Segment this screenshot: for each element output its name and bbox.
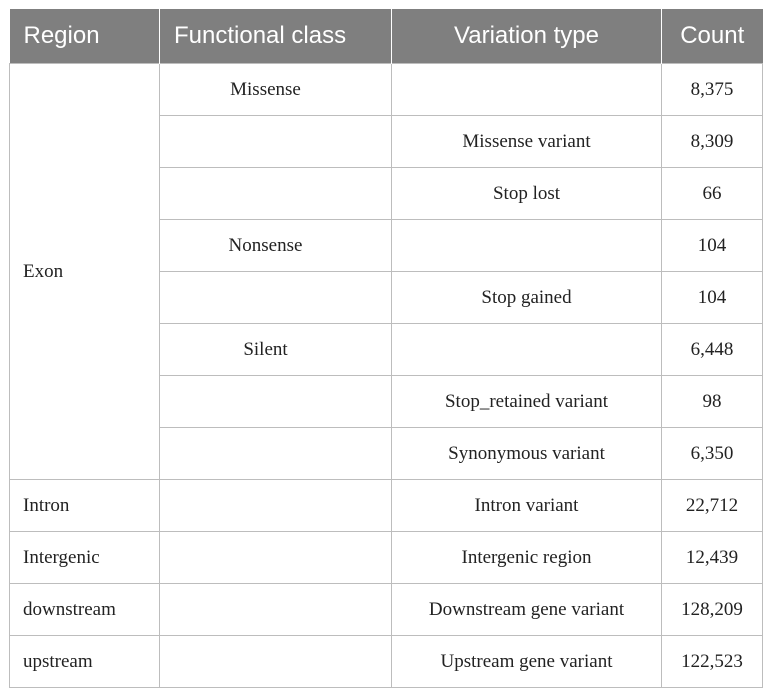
variation-type-cell: Downstream gene variant: [392, 584, 662, 636]
header-region: Region: [10, 9, 160, 64]
count-cell: 6,350: [662, 428, 763, 480]
functional-class-cell: [160, 584, 392, 636]
variation-type-cell: Upstream gene variant: [392, 636, 662, 688]
variation-type-cell: Intron variant: [392, 480, 662, 532]
variation-type-cell: [392, 220, 662, 272]
table-row: [10, 64, 763, 116]
functional-class-cell: [160, 636, 392, 688]
region-cell: Intron: [10, 480, 160, 532]
table-row: [10, 532, 763, 584]
functional-class-cell: Nonsense: [160, 220, 392, 272]
header-functional-class: Functional class: [160, 9, 392, 64]
variation-type-cell: Synonymous variant: [392, 428, 662, 480]
table-row: [10, 480, 763, 532]
table-row: [10, 584, 763, 636]
variation-type-cell: Stop_retained variant: [392, 376, 662, 428]
header-row: [10, 9, 763, 64]
count-cell: 6,448: [662, 324, 763, 376]
count-cell: 128,209: [662, 584, 763, 636]
count-cell: 8,375: [662, 64, 763, 116]
functional-class-cell: [160, 428, 392, 480]
functional-class-cell: [160, 272, 392, 324]
variation-type-cell: [392, 64, 662, 116]
functional-class-cell: [160, 480, 392, 532]
table-body: [10, 64, 763, 688]
variant-table: [9, 9, 763, 688]
functional-class-cell: [160, 168, 392, 220]
variation-type-cell: Stop gained: [392, 272, 662, 324]
count-cell: 104: [662, 272, 763, 324]
count-cell: 12,439: [662, 532, 763, 584]
functional-class-cell: [160, 376, 392, 428]
count-cell: 104: [662, 220, 763, 272]
count-cell: 98: [662, 376, 763, 428]
region-cell: Exon: [10, 64, 160, 480]
functional-class-cell: Missense: [160, 64, 392, 116]
count-cell: 8,309: [662, 116, 763, 168]
functional-class-cell: [160, 116, 392, 168]
variation-type-cell: Missense variant: [392, 116, 662, 168]
count-cell: 66: [662, 168, 763, 220]
functional-class-cell: [160, 532, 392, 584]
table-header: [10, 9, 763, 64]
count-cell: 122,523: [662, 636, 763, 688]
table-row: [10, 636, 763, 688]
variant-table-container: [9, 9, 762, 688]
variation-type-cell: [392, 324, 662, 376]
header-count: Count: [662, 9, 763, 64]
region-cell: downstream: [10, 584, 160, 636]
region-cell: Intergenic: [10, 532, 160, 584]
functional-class-cell: Silent: [160, 324, 392, 376]
header-variation-type: Variation type: [392, 9, 662, 64]
variation-type-cell: Stop lost: [392, 168, 662, 220]
variation-type-cell: Intergenic region: [392, 532, 662, 584]
region-cell: upstream: [10, 636, 160, 688]
count-cell: 22,712: [662, 480, 763, 532]
